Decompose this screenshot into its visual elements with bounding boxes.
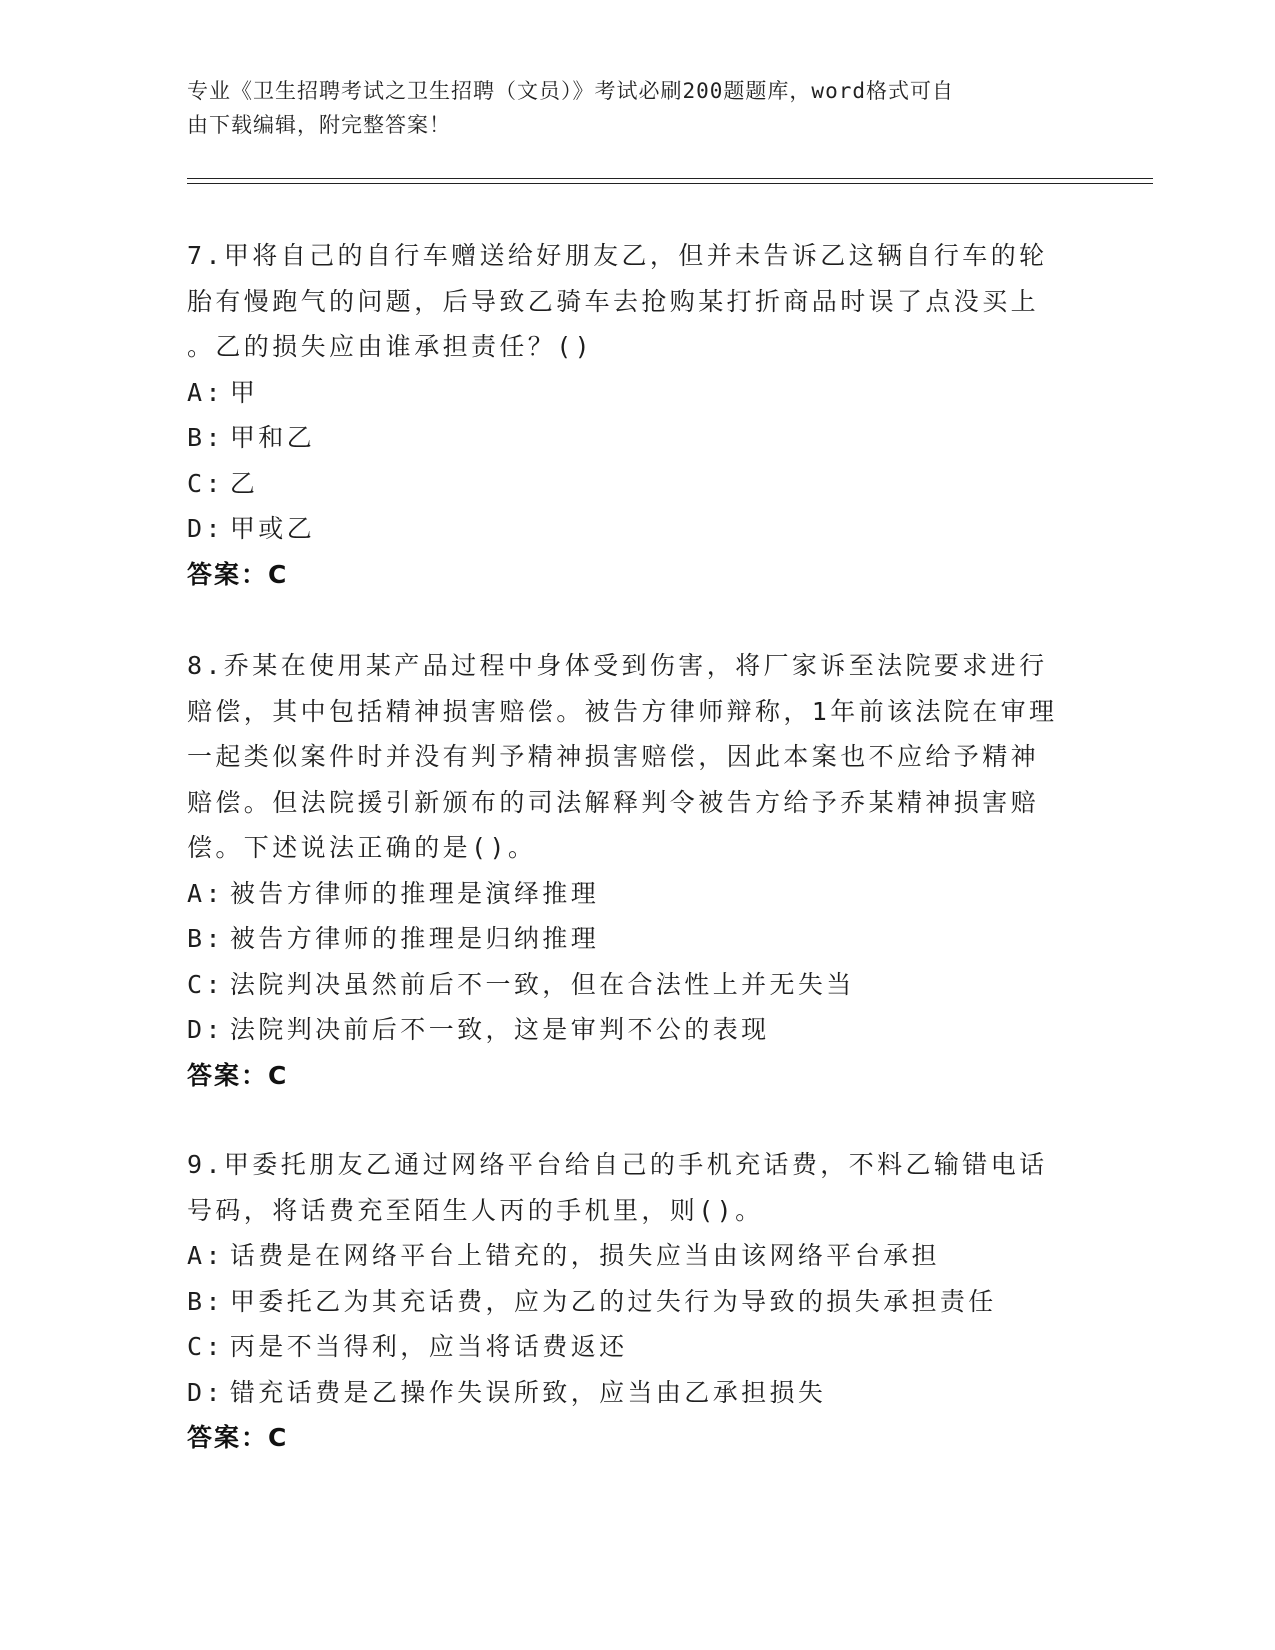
option-text: 乙 xyxy=(229,468,259,498)
header-divider xyxy=(187,178,1153,179)
stem-line: 偿。下述说法正确的是()。 xyxy=(187,833,537,862)
answer-label: 答案：C xyxy=(187,1060,289,1090)
option-a xyxy=(187,871,1087,917)
stem-line: 一起类似案件时并没有判予精神损害赔偿，因此本案也不应给予精神 xyxy=(187,742,1040,771)
question-7 xyxy=(187,233,1087,597)
stem-line: 。乙的损失应由谁承担责任？() xyxy=(187,332,594,361)
option-text: 被告方律师的推理是演绎推理 xyxy=(229,878,600,908)
option-key: A: xyxy=(187,1241,224,1270)
stem-line: 9.甲委托朋友乙通过网络平台给自己的手机充话费，不料乙输错电话 xyxy=(187,1150,1048,1179)
stem-line: 8.乔某在使用某产品过程中身体受到伤害，将厂家诉至法院要求进行 xyxy=(187,651,1048,680)
option-c xyxy=(187,461,1087,507)
option-key: C: xyxy=(187,468,224,498)
option-key: B: xyxy=(187,1286,224,1316)
option-text: 甲或乙 xyxy=(229,514,316,543)
option-text: 甲委托乙为其充话费，应为乙的过失行为导致的损失承担责任 xyxy=(229,1286,997,1316)
stem-line: 赔偿，其中包括精神损害赔偿。被告方律师辩称，1年前该法院在审理 xyxy=(187,696,1058,726)
option-text: 被告方律师的推理是归纳推理 xyxy=(229,924,600,953)
option-d xyxy=(187,1007,1087,1053)
question-stem xyxy=(187,1142,1087,1233)
option-d xyxy=(187,1370,1087,1416)
stem-line: 胎有慢跑气的问题，后导致乙骑车去抢购某打折商品时误了点没买上 xyxy=(187,286,1040,316)
header-line: 专业《卫生招聘考试之卫生招聘（文员）》考试必刷200题题库，word格式可自 xyxy=(187,79,954,103)
header-line: 由下载编辑，附完整答案！ xyxy=(187,113,451,137)
option-key: B: xyxy=(187,924,224,953)
option-text: 甲 xyxy=(229,377,259,407)
stem-line: 7.甲将自己的自行车赠送给好朋友乙，但并未告诉乙这辆自行车的轮 xyxy=(187,241,1048,270)
option-text: 话费是在网络平台上错充的，损失应当由该网络平台承担 xyxy=(229,1241,940,1270)
option-key: C: xyxy=(187,969,224,999)
answer-label: 答案：C xyxy=(187,559,289,589)
question-stem xyxy=(187,643,1087,871)
option-b xyxy=(187,1279,1087,1325)
question-9 xyxy=(187,1142,1087,1461)
stem-line: 赔偿。但法院援引新颁布的司法解释判令被告方给予乔某精神损害赔 xyxy=(187,787,1040,817)
option-text: 法院判决前后不一致，这是审判不公的表现 xyxy=(229,1015,770,1044)
option-b xyxy=(187,916,1087,962)
option-key: B: xyxy=(187,423,224,452)
option-d xyxy=(187,506,1087,552)
option-key: A: xyxy=(187,377,224,407)
option-c xyxy=(187,962,1087,1008)
option-text: 法院判决虽然前后不一致，但在合法性上并无失当 xyxy=(229,969,855,999)
option-a xyxy=(187,370,1087,416)
option-a xyxy=(187,1233,1087,1279)
option-key: D: xyxy=(187,1015,224,1044)
question-stem xyxy=(187,233,1087,370)
option-key: A: xyxy=(187,878,224,908)
answer-label: 答案：C xyxy=(187,1423,289,1452)
option-text: 甲和乙 xyxy=(229,423,316,452)
option-key: D: xyxy=(187,1377,224,1407)
document-header xyxy=(187,74,1087,142)
stem-line: 号码，将话费充至陌生人丙的手机里，则()。 xyxy=(187,1195,764,1225)
option-key: D: xyxy=(187,514,224,543)
option-key: C: xyxy=(187,1332,224,1361)
option-b xyxy=(187,415,1087,461)
question-8 xyxy=(187,643,1087,1098)
option-c xyxy=(187,1324,1087,1370)
option-text: 丙是不当得利，应当将话费返还 xyxy=(229,1332,628,1361)
option-text: 错充话费是乙操作失误所致，应当由乙承担损失 xyxy=(229,1377,827,1407)
header-divider xyxy=(187,183,1153,184)
